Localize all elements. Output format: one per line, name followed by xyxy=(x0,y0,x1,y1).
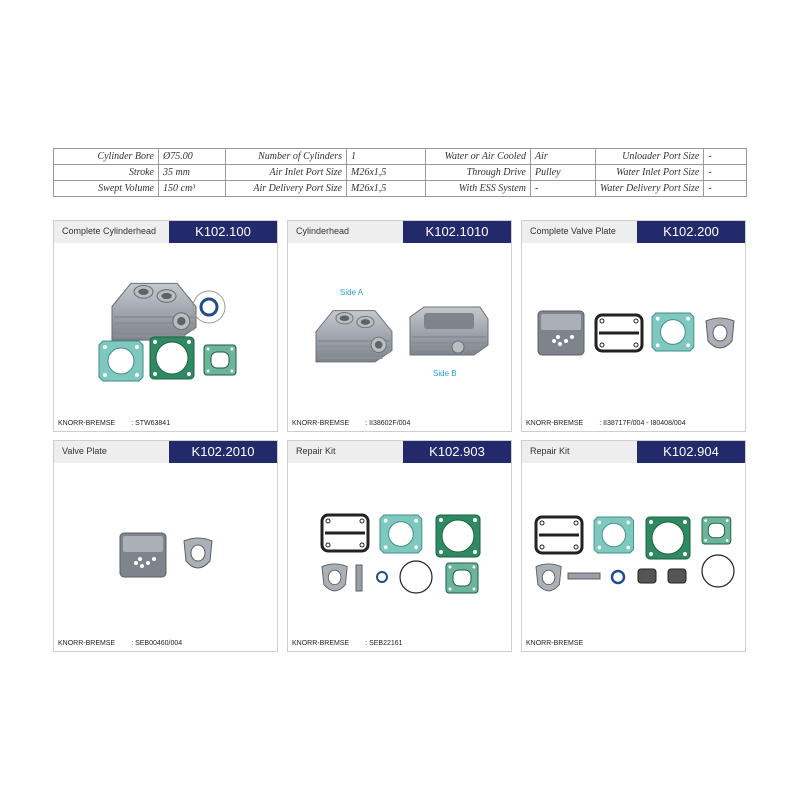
spec-value: Air xyxy=(531,149,596,165)
spec-label: Water Delivery Port Size xyxy=(596,181,704,197)
spec-label: Air Delivery Port Size xyxy=(226,181,347,197)
spec-value: - xyxy=(704,165,747,181)
side-a-label: Side A xyxy=(340,288,364,297)
spec-value: M26x1,5 xyxy=(347,165,426,181)
valve-plate-image xyxy=(54,465,279,625)
card-footer xyxy=(58,640,182,647)
reference-number: : STW63841 xyxy=(131,420,171,427)
side-b-label: Side B xyxy=(433,369,457,378)
product-card[interactable] xyxy=(53,440,278,652)
spec-value: - xyxy=(704,149,747,165)
reference-number: : SEB00460/004 xyxy=(131,640,183,647)
card-footer xyxy=(526,640,599,647)
spec-value: 35 mm xyxy=(159,165,226,181)
part-code-badge: K102.2010 xyxy=(169,441,277,463)
card-footer xyxy=(526,420,686,427)
repair-kit-image xyxy=(522,465,747,625)
spec-label: Water Inlet Port Size xyxy=(596,165,704,181)
product-card[interactable] xyxy=(53,220,278,432)
repair-kit-image xyxy=(288,465,513,625)
brand-label: KNORR-BREMSE xyxy=(58,640,116,647)
spec-label: Unloader Port Size xyxy=(596,149,704,165)
reference-number: : II38717F/004 - I80408/004 xyxy=(599,420,686,427)
reference-number: : II38602F/004 xyxy=(365,420,411,427)
brand-label: KNORR-BREMSE xyxy=(526,640,584,647)
spec-value: M26x1,5 xyxy=(347,181,426,197)
part-code-badge: K102.903 xyxy=(403,441,511,463)
cylinderhead-image xyxy=(288,245,513,405)
part-code-badge: K102.100 xyxy=(169,221,277,243)
spec-label: Through Drive xyxy=(426,165,531,181)
card-footer xyxy=(292,640,403,647)
spec-value: - xyxy=(704,181,747,197)
brand-label: KNORR-BREMSE xyxy=(58,420,116,427)
spec-row xyxy=(54,149,747,165)
spec-label: Stroke xyxy=(54,165,159,181)
spec-label: Cylinder Bore xyxy=(54,149,159,165)
card-footer xyxy=(292,420,410,427)
spec-label: With ESS System xyxy=(426,181,531,197)
reference-number: : SEB22161 xyxy=(365,640,403,647)
spec-value: - xyxy=(531,181,596,197)
product-card[interactable] xyxy=(287,440,512,652)
part-code-badge: K102.904 xyxy=(637,441,745,463)
spec-value: Pulley xyxy=(531,165,596,181)
spec-label: Air Inlet Port Size xyxy=(226,165,347,181)
product-card[interactable] xyxy=(521,440,746,652)
card-title: Complete Cylinderhead xyxy=(62,226,157,236)
card-title: Cylinderhead xyxy=(296,226,350,236)
complete-valve-plate-image xyxy=(522,245,747,405)
spec-value: 1 xyxy=(347,149,426,165)
product-card[interactable] xyxy=(521,220,746,432)
card-title: Valve Plate xyxy=(62,446,107,456)
spec-label: Number of Cylinders xyxy=(226,149,347,165)
spec-value: 150 cm³ xyxy=(159,181,226,197)
complete-cylinderhead-image xyxy=(54,245,279,405)
spec-value: Ø75.00 xyxy=(159,149,226,165)
spec-label: Swept Volume xyxy=(54,181,159,197)
card-title: Repair Kit xyxy=(530,446,570,456)
brand-label: KNORR-BREMSE xyxy=(292,640,350,647)
spec-table xyxy=(53,148,747,197)
card-footer xyxy=(58,420,170,427)
card-title: Repair Kit xyxy=(296,446,336,456)
spec-row xyxy=(54,181,747,197)
card-title: Complete Valve Plate xyxy=(530,226,616,236)
spec-label: Water or Air Cooled xyxy=(426,149,531,165)
brand-label: KNORR-BREMSE xyxy=(292,420,350,427)
product-card[interactable] xyxy=(287,220,512,432)
spec-row xyxy=(54,165,747,181)
brand-label: KNORR-BREMSE xyxy=(526,420,584,427)
part-code-badge: K102.200 xyxy=(637,221,745,243)
part-code-badge: K102.1010 xyxy=(403,221,511,243)
